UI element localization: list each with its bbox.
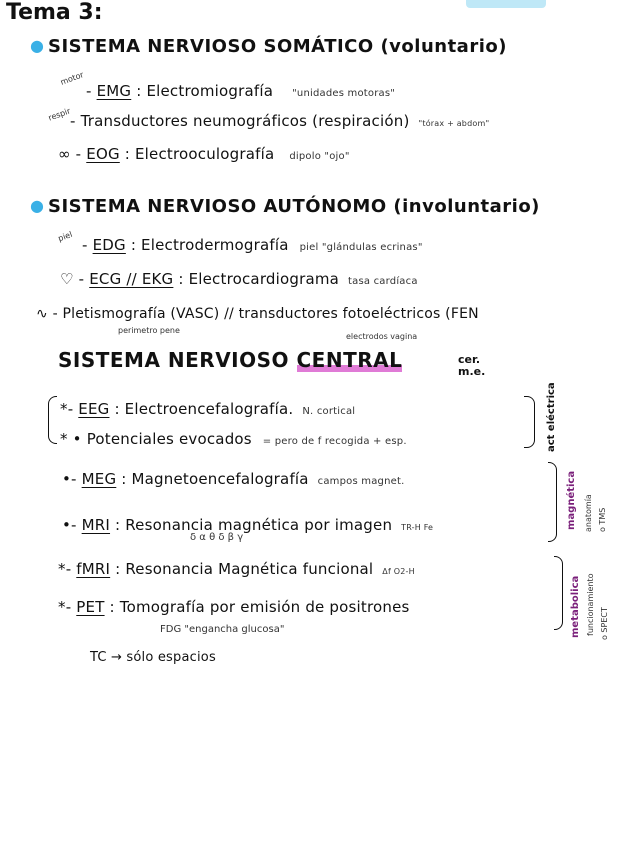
abbr-ecg: ECG // EKG (89, 270, 174, 288)
note-emg: "unidades motoras" (292, 88, 396, 99)
row-edg: - EDG : Electrodermografía piel "glándulas ecrinas" (82, 236, 423, 254)
side-note-piel: piel (56, 229, 74, 244)
text-mri: : Resonancia magnética por imagen (115, 516, 393, 534)
page-title: Tema 3: (6, 0, 103, 25)
bullet-icon: ● (30, 196, 44, 215)
somatico-heading: SISTEMA NERVIOSO SOMÁTICO (voluntario) (48, 36, 507, 57)
sub-pet: FDG "engancha glucosa" (160, 624, 285, 635)
abbr-mri: MRI (81, 516, 111, 534)
abbr-pet: PET (76, 598, 105, 616)
row-ecg: ♡ - ECG // EKG : Electrocardiograma tasa cardíaca (60, 270, 418, 288)
note-transductores: "tórax + abdom" (418, 119, 490, 128)
row-fmri: *- fMRI : Resonancia Magnética funcional Δf O2-H (58, 560, 415, 578)
note-eog: dipolo "ojo" (289, 151, 350, 162)
note-edg: piel "glándulas ecrinas" (299, 242, 423, 253)
note-mri: TR-H Fe (401, 523, 434, 532)
label-metabolica: metabolica (570, 575, 581, 638)
abbr-fmri: fMRI (76, 560, 111, 578)
text-eog: : Electrooculografía (124, 145, 275, 163)
sub-pletismografia: perimetro pene (118, 326, 180, 335)
text-emg: : Electromiografía (136, 82, 274, 100)
eye-icon: ∞ (58, 145, 71, 163)
text-pletismografia: - Pletismografía (VASC) // transductores fotoeléctricos (FEN (52, 306, 479, 322)
side-note-respir: respir (47, 106, 72, 123)
row-pletismografia (36, 306, 479, 322)
abbr-edg: EDG (92, 236, 126, 254)
abbr-meg: MEG (81, 470, 117, 488)
central-side-note: cer. m.e. (458, 353, 486, 378)
text-ecg: : Electrocardiograma (178, 270, 340, 288)
text-eeg: : Electroencefalografía. (114, 400, 294, 418)
text-edg: : Electrodermografía (130, 236, 289, 254)
text-transductores: - Transductores neumográficos (respiración) (70, 112, 410, 130)
abbr-eeg: EEG (78, 400, 110, 418)
central-heading (58, 348, 402, 372)
text-fmri: : Resonancia Magnética funcional (115, 560, 374, 578)
row-transductores (70, 112, 489, 130)
central-heading-text: SISTEMA NERVIOSO (58, 348, 290, 372)
label-tms: o TMS (598, 507, 607, 532)
row-mri: •- MRI : Resonancia magnética por imagen TR-H Fe (62, 516, 434, 534)
note-fmri: Δf O2-H (382, 567, 415, 576)
row-eog: ∞ - EOG : Electrooculografía dipolo "ojo" (58, 145, 350, 163)
brace-magnetica (548, 462, 557, 542)
row-emg: - EMG : Electromiografía "unidades motoras" (86, 82, 396, 100)
label-magnetica: magnética (566, 470, 577, 530)
heart-icon: ♡ (60, 270, 74, 288)
brace-metabolica (554, 556, 563, 630)
abbr-emg: EMG (96, 82, 132, 100)
row-meg: •- MEG : Magnetoencefalografía campos magnet. (62, 470, 405, 488)
row-pet: *- PET : Tomografía por emisión de positrones (58, 598, 410, 616)
left-brace (48, 396, 57, 444)
text-meg: : Magnetoencefalografía (121, 470, 309, 488)
brace-electrica (524, 396, 535, 448)
tc-line: TC → sólo espacios (90, 650, 216, 665)
pulse-icon: ∿ (36, 306, 48, 322)
sub-transductores: electrodos vagina (346, 332, 418, 341)
side-note-motor: motor (59, 70, 85, 87)
central-heading-highlight: CENTRAL (296, 348, 403, 372)
bullet-icon: ● (30, 36, 44, 55)
note-eeg: N. cortical (302, 406, 356, 417)
row-eeg: *- EEG : Electroencefalografía. N. cortical (60, 400, 356, 418)
abbr-eog: EOG (86, 145, 120, 163)
row-potenciales: * • Potenciales evocados = pero de f recogida + esp. (60, 430, 407, 448)
label-spect: o SPECT (600, 607, 609, 640)
note-ecg: tasa cardíaca (348, 276, 418, 287)
text-pet: : Tomografía por emisión de positrones (109, 598, 410, 616)
autonomo-heading: SISTEMA NERVIOSO AUTÓNOMO (involuntario) (48, 196, 540, 217)
label-funcionamiento: funcionamiento (586, 573, 595, 636)
text-potenciales: • Potenciales evocados (72, 430, 252, 448)
corner-tab (466, 0, 546, 8)
note-potenciales: = pero de f recogida + esp. (262, 436, 407, 447)
label-act-electrica: act eléctrica (546, 382, 557, 452)
label-anatomia: anatomía (584, 494, 593, 532)
sub-mri: δ α θ δ β γ (190, 532, 244, 543)
note-meg: campos magnet. (317, 476, 405, 487)
